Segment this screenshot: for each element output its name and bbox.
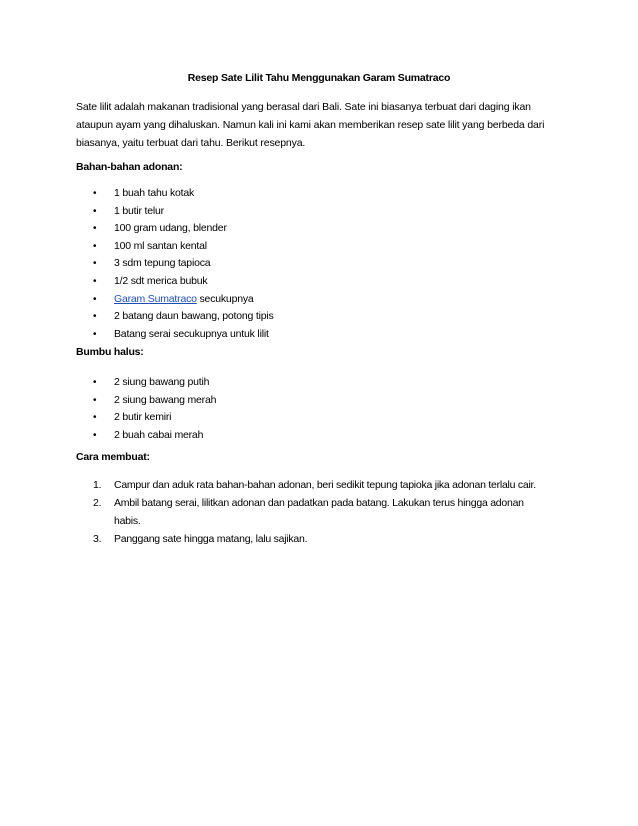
bullet-icon: • xyxy=(93,275,97,287)
bullet-icon: • xyxy=(93,311,97,323)
bumbu-heading: Bumbu halus: xyxy=(76,346,144,358)
document-title: Resep Sate Lilit Tahu Menggunakan Garam Sumatraco xyxy=(187,72,451,84)
list-item-text: 1 butir telur xyxy=(114,204,164,217)
list-item-text: secukupnya xyxy=(196,292,254,305)
list-item xyxy=(0,326,274,344)
bullet-icon: • xyxy=(93,429,97,441)
step-number: 2. xyxy=(93,497,102,509)
step-item xyxy=(0,476,536,494)
bullet-icon: • xyxy=(93,328,97,340)
list-item xyxy=(0,238,274,256)
step-text: Ambil batang serai, lilitkan adonan dan padatkan pada batang. Lakukan terus hingga adonan xyxy=(114,497,524,509)
intro-paragraph xyxy=(76,98,568,152)
list-item xyxy=(0,185,274,203)
step-number: 1. xyxy=(93,479,102,491)
list-item xyxy=(0,220,274,238)
list-item-text: 2 buah cabai merah xyxy=(114,428,204,441)
step-text: habis. xyxy=(114,515,141,527)
list-item xyxy=(0,273,274,291)
step-text: Campur dan aduk rata bahan-bahan adonan, beri sedikit tepung tapioka jika adonan terlalu cair. xyxy=(114,479,536,491)
list-item-text: 2 siung bawang merah xyxy=(114,393,217,406)
step-text: Panggang sate hingga matang, lalu sajikan. xyxy=(114,533,308,545)
list-item-text: 2 siung bawang putih xyxy=(114,376,210,388)
list-item-text: 2 batang daun bawang, potong tipis xyxy=(114,310,274,323)
intro-line: biasanya, yaitu terbuat dari tahu. Berikut resepnya. xyxy=(76,137,306,149)
list-item-text: 1/2 sdt merica bubuk xyxy=(114,274,208,287)
intro-line: Sate lilit adalah makanan tradisional yang berasal dari Bali. Sate ini biasanya terbuat dari daging ikan xyxy=(76,101,531,113)
list-item-text: Batang serai secukupnya untuk lilit xyxy=(114,327,269,340)
bullet-icon: • xyxy=(93,223,97,235)
bullet-icon: • xyxy=(93,188,97,199)
list-item xyxy=(0,291,274,309)
bullet-icon: • xyxy=(93,412,97,424)
step-item xyxy=(0,494,536,530)
bullet-icon: • xyxy=(93,240,97,252)
bumbu-list xyxy=(0,374,216,444)
cara-heading: Cara membuat: xyxy=(76,451,150,463)
list-item-text: 2 butir kemiri xyxy=(114,411,172,424)
bullet-icon: • xyxy=(93,293,97,305)
list-item-text: 3 sdm tepung tapioca xyxy=(114,257,211,270)
list-item-text: 100 gram udang, blender xyxy=(114,222,227,235)
list-item xyxy=(0,392,216,410)
bullet-icon: • xyxy=(93,258,97,270)
step-number: 3. xyxy=(93,533,102,545)
step-item xyxy=(0,530,536,548)
list-item-text: 100 ml santan kental xyxy=(114,239,207,252)
bullet-icon: • xyxy=(93,394,97,406)
list-item xyxy=(0,203,274,221)
bahan-heading: Bahan-bahan adonan: xyxy=(76,161,183,173)
list-item xyxy=(0,255,274,273)
cara-steps xyxy=(0,476,536,548)
list-item xyxy=(0,308,274,326)
bahan-list xyxy=(0,185,274,343)
list-item xyxy=(0,409,216,427)
list-item-text: 1 buah tahu kotak xyxy=(114,187,195,199)
bullet-icon: • xyxy=(93,205,97,217)
list-item xyxy=(0,427,216,445)
intro-line: ataupun ayam yang dihaluskan. Namun kali ini kami akan memberikan resep sate lilit yang berbeda dari xyxy=(76,119,545,131)
bullet-icon: • xyxy=(93,377,97,388)
list-item xyxy=(0,374,216,392)
garam-sumatraco-link[interactable]: Garam Sumatraco xyxy=(114,292,197,305)
